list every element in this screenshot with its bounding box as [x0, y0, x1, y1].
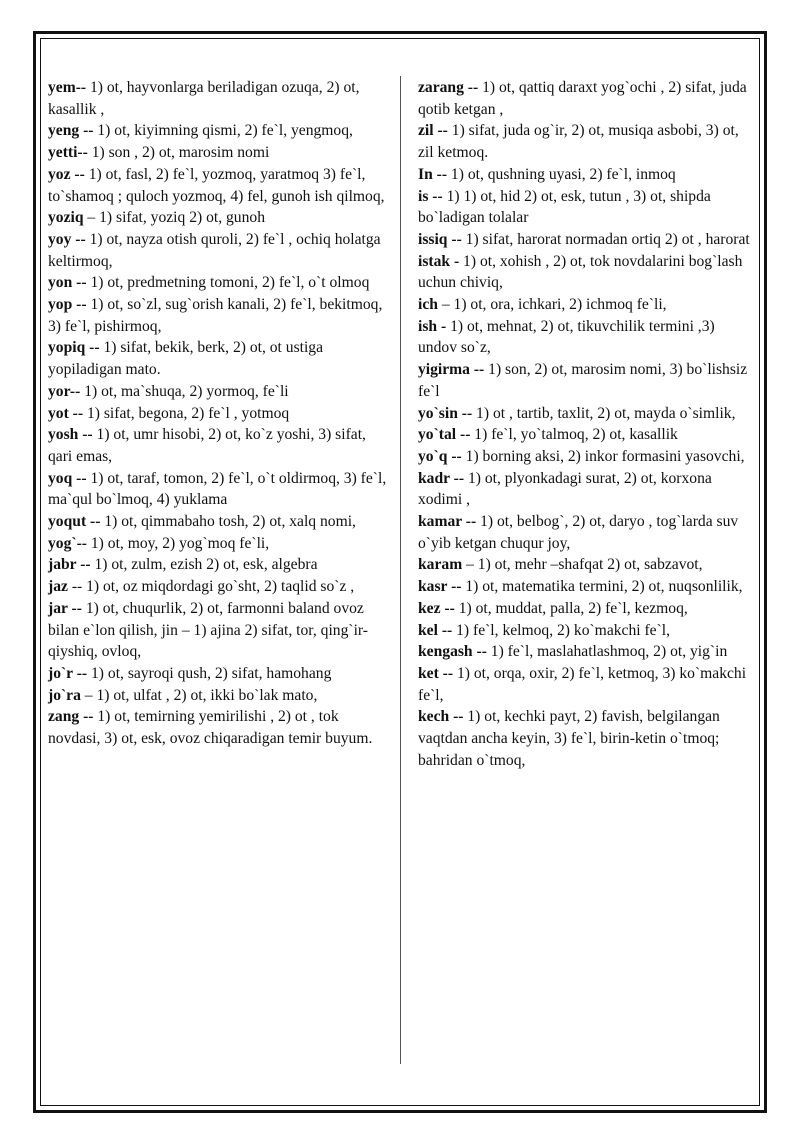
dictionary-entry — [48, 511, 388, 533]
definition: 1) ot, qushning uyasi, 2) fe`l, inmoq — [447, 165, 676, 183]
headword: yog`-- — [48, 534, 87, 552]
headword: yo`sin -- — [418, 404, 473, 422]
headword: zil -- — [418, 122, 448, 140]
definition: 1) ot, matematika termini, 2) ot, nuqsonlilik, — [461, 578, 743, 596]
dictionary-entry — [418, 641, 756, 663]
definition: 1) ot, muddat, palla, 2) fe`l, kezmoq, — [454, 599, 688, 617]
headword: kamar -- — [418, 513, 477, 531]
column-divider — [400, 76, 401, 1064]
definition: 1) ot, kechki payt, 2) favish, belgilangan vaqtdan ancha keyin, 3) fe`l, birin-ketin o`tmoq; bahridan o`tmoq, — [418, 708, 720, 769]
dictionary-entry — [48, 381, 388, 403]
dictionary-entry — [48, 229, 388, 272]
dictionary-entry — [48, 337, 388, 380]
right-column — [418, 77, 756, 772]
dictionary-entry — [48, 468, 388, 511]
headword: kasr -- — [418, 578, 462, 596]
headword: kadr -- — [418, 469, 465, 487]
headword: ket -- — [418, 664, 454, 682]
headword: yoqut -- — [48, 513, 101, 531]
headword: kech -- — [418, 708, 464, 726]
headword: yigirma -- — [418, 361, 485, 379]
headword: In -- — [418, 165, 448, 183]
definition: 1) ot, fasl, 2) fe`l, yozmoq, yaratmoq 3) fe`l, to`shamoq ; quloch yozmoq, 4) fel, gunoh ish qilmoq, — [48, 165, 385, 205]
headword: jabr -- — [48, 556, 91, 574]
headword: yeng -- — [48, 122, 94, 140]
headword: issiq -- — [418, 230, 462, 248]
headword: yopiq -- — [48, 339, 100, 357]
definition: 1) borning aksi, 2) inkor formasini yasovchi, — [461, 447, 745, 465]
dictionary-entry — [48, 706, 388, 749]
definition: 1) ot, hayvonlarga beriladigan ozuqa, 2) ot, kasallik , — [48, 79, 360, 118]
headword: jaz — [48, 578, 68, 596]
dictionary-entry — [418, 598, 756, 620]
dictionary-entry — [48, 164, 388, 207]
definition: 1) ot, umr hisobi, 2) ot, ko`z yoshi, 3) sifat, qari emas, — [48, 426, 366, 465]
definition: 1) ot, chuqurlik, 2) ot, farmonni baland ovoz bilan e`lon qilish, jin – 1) ajina 2) sifat, tor, qing`ir-qiyshiq, ovloq, — [48, 599, 368, 661]
definition: 1) ot, qattiq daraxt yog`ochi , 2) sifat, juda qotib ketgan , — [418, 79, 747, 118]
headword: yo`q -- — [418, 447, 462, 465]
dictionary-entry — [418, 424, 756, 446]
dictionary-entry — [418, 294, 756, 316]
dictionary-entry — [418, 164, 756, 186]
headword: karam — [418, 556, 463, 574]
definition: 1) ot, predmetning tomoni, 2) fe`l, o`t olmoq — [86, 274, 370, 292]
dictionary-entry — [418, 251, 756, 294]
headword: yem-- — [48, 79, 87, 96]
dictionary-entry — [48, 424, 388, 467]
definition: 1) ot, nayza otish quroli, 2) fe`l , ochiq holatga keltirmoq, — [48, 230, 381, 270]
definition: 1) ot, sayroqi qush, 2) sifat, hamohang — [87, 664, 332, 682]
definition: 1) 1) ot, hid 2) ot, esk, tutun , 3) ot, shipda bo`ladigan tolalar — [418, 187, 711, 227]
definition: 1) ot, kiyimning qismi, 2) fe`l, yengmoq, — [93, 122, 353, 140]
dictionary-entry — [48, 533, 388, 555]
dictionary-entry — [418, 554, 756, 576]
definition: 1) ot, so`zl, sug`orish kanali, 2) fe`l, bekitmoq, 3) fe`l, pishirmoq, — [48, 296, 383, 335]
headword: kengash -- — [418, 643, 487, 661]
dictionary-entry — [418, 446, 756, 468]
headword: yop -- — [48, 296, 87, 314]
left-column — [48, 77, 388, 750]
dictionary-entry — [418, 663, 756, 706]
dictionary-entry — [418, 77, 756, 120]
dictionary-entry — [418, 229, 756, 251]
definition: – 1) ot, mehr –shafqat 2) ot, sabzavot, — [462, 556, 703, 574]
dictionary-entry — [48, 403, 388, 425]
dictionary-entry — [48, 554, 388, 576]
dictionary-entry — [48, 120, 388, 142]
dictionary-entry — [418, 186, 756, 229]
dictionary-entry — [418, 468, 756, 511]
dictionary-entry — [48, 207, 388, 229]
definition: 1) ot, taraf, tomon, 2) fe`l, o`t oldirmoq, 3) fe`l, ma`qul bo`lmoq, 4) yuklama — [48, 469, 387, 509]
definition: 1) sifat, begona, 2) fe`l , yotmoq — [83, 404, 290, 422]
dictionary-entry — [418, 706, 756, 771]
definition: -- 1) ot, oz miqdordagi go`sht, 2) taqlid so`z , — [67, 578, 355, 596]
definition: 1) ot, mehnat, 2) ot, tikuvchilik termini ,3) undov so`z, — [418, 317, 715, 357]
definition: 1) sifat, harorat normadan ortiq 2) ot , harorat — [461, 230, 750, 248]
definition: 1) sifat, juda og`ir, 2) ot, musiqa asbobi, 3) ot, zil ketmoq. — [418, 122, 739, 162]
definition: 1) sifat, bekik, berk, 2) ot, ot ustiga yopiladigan mato. — [48, 339, 324, 379]
definition: – 1) ot, ora, ichkari, 2) ichmoq fe`li, — [437, 296, 667, 314]
headword: ich — [418, 296, 438, 314]
headword: zarang -- — [418, 79, 479, 96]
definition: 1) ot , tartib, taxlit, 2) ot, mayda o`simlik, — [472, 404, 736, 422]
definition: 1) ot, belbog`, 2) ot, daryo , tog`larda suv o`yib ketgan chuqur joy, — [418, 513, 739, 552]
dictionary-entry — [418, 576, 756, 598]
headword: yosh -- — [48, 426, 93, 444]
dictionary-entry — [48, 598, 388, 663]
definition: 1) ot, zulm, ezish 2) ot, esk, algebra — [90, 556, 318, 574]
dictionary-entry — [418, 120, 756, 163]
dictionary-entry — [48, 294, 388, 337]
headword: zang -- — [48, 708, 94, 726]
headword: yoy -- — [48, 230, 86, 248]
definition: 1) ot, plyonkadagi surat, 2) ot, korxona xodimi , — [418, 469, 712, 509]
headword: yor-- — [48, 382, 81, 400]
headword: kel -- — [418, 621, 453, 639]
dictionary-entry — [418, 511, 756, 554]
headword: yoz -- — [48, 165, 85, 183]
dictionary-entry — [48, 272, 388, 294]
dictionary-entry — [418, 316, 756, 359]
definition: 1) ot, ma`shuqa, 2) yormoq, fe`li — [80, 382, 289, 400]
dictionary-entry — [418, 359, 756, 402]
dictionary-entry — [48, 142, 388, 164]
definition: 1) ot, qimmabaho tosh, 2) ot, xalq nomi, — [100, 513, 356, 531]
definition: 1) fe`l, kelmoq, 2) ko`makchi fe`l, — [452, 621, 671, 639]
definition: 1) fe`l, maslahatlashmoq, 2) ot, yig`in — [486, 643, 728, 661]
definition: 1) son , 2) ot, marosim nomi — [87, 144, 270, 162]
headword: jo`ra — [48, 686, 81, 704]
dictionary-entry — [48, 77, 388, 120]
headword: yoziq — [48, 209, 84, 227]
headword: jar -- — [48, 599, 82, 617]
definition: 1) ot, xohish , 2) ot, tok novdalarini bog`lash uchun chiviq, — [418, 252, 743, 292]
headword: yoq -- — [48, 469, 87, 487]
definition: 1) ot, temirning yemirilishi , 2) ot , tok novdasi, 3) ot, esk, ovoz chiqaradigan temir buyum. — [48, 708, 373, 748]
headword: yetti-- — [48, 144, 88, 162]
dictionary-entry — [48, 576, 388, 598]
headword: yon -- — [48, 274, 87, 292]
headword: istak - — [418, 252, 460, 270]
dictionary-entry — [418, 620, 756, 642]
headword: jo`r -- — [48, 664, 88, 682]
definition: 1) ot, orqa, oxir, 2) fe`l, ketmoq, 3) ko`makchi fe`l, — [418, 664, 747, 704]
definition: – 1) sifat, yoziq 2) ot, gunoh — [83, 209, 265, 227]
headword: ish - — [418, 317, 447, 335]
headword: kez -- — [418, 599, 455, 617]
dictionary-entry — [48, 663, 388, 685]
definition: 1) ot, moy, 2) yog`moq fe`li, — [86, 534, 270, 552]
definition: – 1) ot, ulfat , 2) ot, ikki bo`lak mato, — [80, 686, 318, 704]
headword: is -- — [418, 187, 443, 205]
dictionary-entry — [418, 403, 756, 425]
definition: 1) son, 2) ot, marosim nomi, 3) bo`lishsiz fe`l — [418, 361, 748, 400]
headword: yo`tal -- — [418, 426, 471, 444]
definition: 1) fe`l, yo`talmoq, 2) ot, kasallik — [470, 426, 678, 444]
dictionary-entry — [48, 685, 388, 707]
headword: yot -- — [48, 404, 84, 422]
